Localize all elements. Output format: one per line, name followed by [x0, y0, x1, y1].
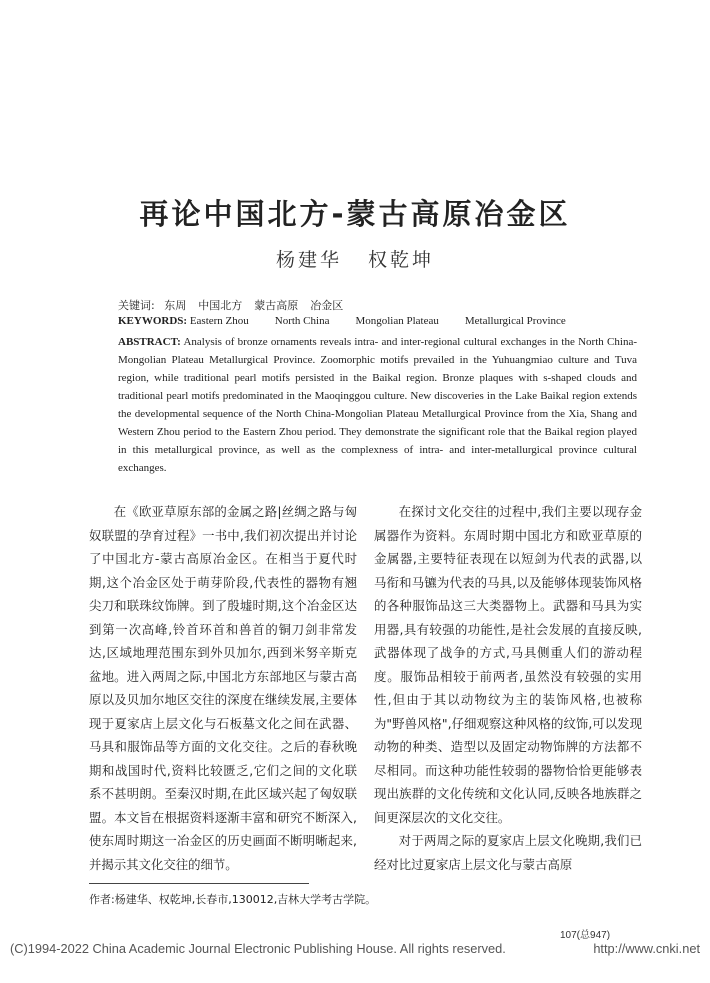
keyword: Eastern Zhou [189, 315, 249, 327]
copyright-text: (C)1994-2022 China Academic Journal Electronic Publishing House. All rights reserved. [10, 941, 506, 956]
body-paragraph: 在探讨文化交往的过程中,我们主要以现存金属器作为资料。东周时期中国北方和欧亚草原的金属器,主要特征表现在以短剑为代表的武器,以马衔和马镳为代表的马具,以及能够体现装饰风格的各种服饰品这三大类器物上。武器和马具为实用器,具有较强的功能性,是社会发展的直接反映,武器体现了战争的方式,马具侧重人们的游动程度。服饰品相较于前两者,虽然没有较强的实用性,但由于其以动物纹为主的装饰风格,也被称为"野兽风格",仔细观察这种风格的纹饰,可以发现动物的种类、造型以及固定动物饰牌的方法都不尽相同。而这种功能性较弱的器物恰恰更能够表现出族群的文化传统和文化认同,反映各地族群之间更深层次的文化交往。 [374, 504, 642, 825]
keyword: 东周 [164, 299, 187, 312]
author-name: 权乾坤 [368, 249, 435, 271]
keyword: Mongolian Plateau [355, 315, 439, 327]
keyword: 冶金区 [310, 299, 344, 312]
footnote-divider [89, 883, 309, 884]
body-paragraph: 在《欧亚草原东部的金属之路|丝绸之路与匈奴联盟的孕育过程》一书中,我们初次提出并讨论了中国北方-蒙古高原冶金区。在相当于夏代时期,这个冶金区处于萌芽阶段,代表性的器物有翘尖刀和联珠纹饰牌。到了殷墟时期,这个冶金区达到第一次高峰,铃首环首和兽首的铜刀剑非常发达,区域地理范围东到外贝加尔,西到米努辛斯克盆地。进入两周之际,中国北方东部地区与蒙古高原以及贝加尔地区交往的深度在继续发展,主要体现于夏家店上层文化与石板墓文化之间在武器、马具和服饰品等方面的文化交往。之后的春秋晚期和战国时代,资料比较匮乏,它们之间的文化联系不甚明朗。至秦汉时期,在此区域兴起了匈奴联盟。本文旨在根据资料逐渐丰富和研究不断深入,使东周时期这一冶金区的历史画面不断明晰起来,并揭示其文化交往的细节。 [89, 504, 357, 872]
keyword: 中国北方 [198, 299, 243, 312]
keyword: North China [274, 315, 330, 327]
keyword: Metallurgical Province [464, 315, 566, 327]
author-footnote: 作者:杨建华、权乾坤,长春市,130012,吉林大学考古学院。 [89, 893, 377, 906]
source-url: http://www.cnki.net [593, 941, 700, 956]
abstract-text: Analysis of bronze ornaments reveals intra- and inter-regional cultural exchanges in the North China-Mongolian Plateau Metallurgical Province. Zoomorphic motifs prevailed in the Yuhuangmiao culture and Tuva region, while traditional pearl motifs persisted in the Baikal region. Bronze plaques with s-shaped clouds and traditional pearl motifs predominated in the Maoqinggou culture. New discoveries in the Lake Baikal region extends the developmental sequence of the North China-Mongolian Plateau Metallurgical Province from the Xia, Shang and Western Zhou period to the Eastern Zhou period. They demonstrate the significant role that the Baikal region played in this metallurgical province, as well as the complexness of intra- and inter-metallurgical province cultural exchanges. [118, 336, 637, 474]
abstract-label: ABSTRACT: [118, 336, 181, 348]
body-paragraph: 对于两周之际的夏家店上层文化晚期,我们已经对比过夏家店上层文化与蒙古高原 [374, 833, 642, 872]
author-list [0, 245, 710, 272]
keyword: 蒙古高原 [254, 299, 299, 312]
keywords-chinese [118, 297, 355, 313]
paper-title: 再论中国北方-蒙古高原冶金区 [139, 197, 571, 231]
keywords-english [118, 315, 592, 327]
copyright-line [10, 941, 700, 956]
abstract [118, 333, 637, 477]
body-column-left [89, 500, 357, 876]
page-number: 107(总947) [560, 930, 611, 941]
keywords-label: KEYWORDS: [118, 315, 188, 327]
author-name: 杨建华 [275, 249, 342, 271]
keywords-label: 关键词: [118, 299, 155, 312]
body-column-right [374, 500, 642, 876]
